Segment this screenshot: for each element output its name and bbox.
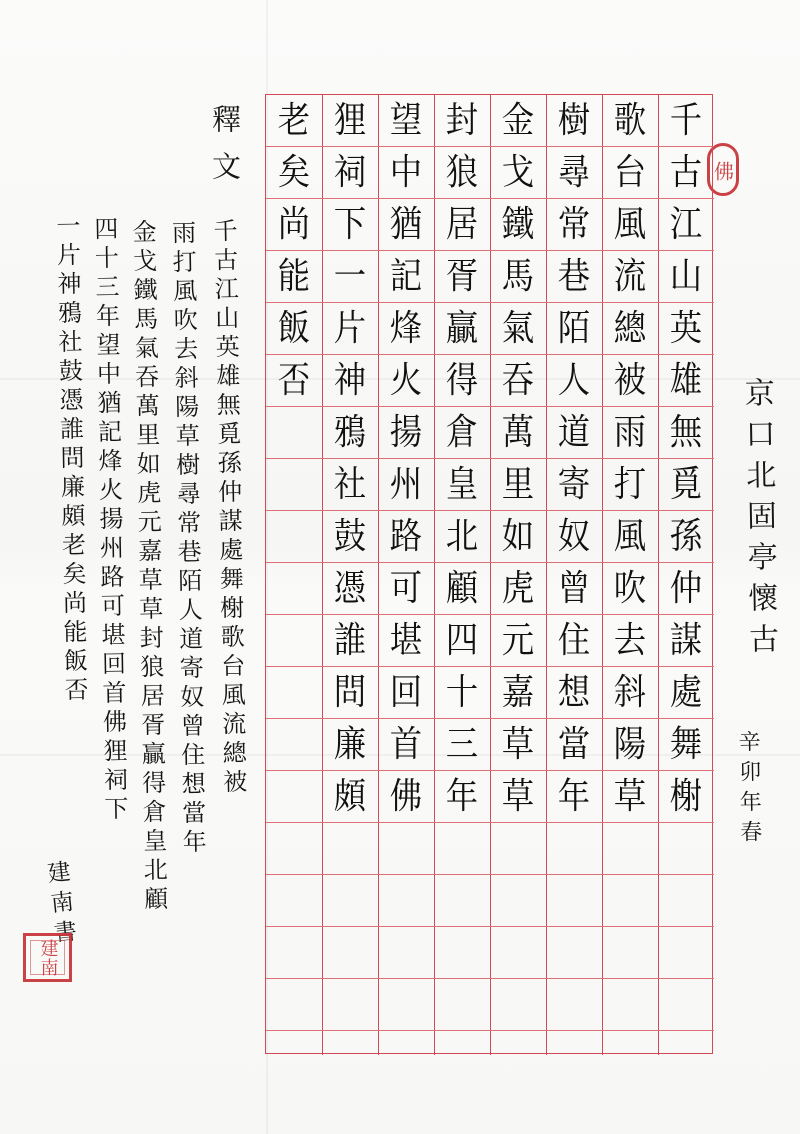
grid-cell: [322, 979, 378, 1031]
seal-script-character: 草: [501, 724, 535, 765]
seal-script-character: 金: [501, 100, 535, 141]
grid-cell: [266, 771, 322, 823]
seal-script-character: 十: [445, 672, 479, 713]
seal-script-character: 北: [445, 516, 479, 557]
seal-script-character: 居: [445, 204, 479, 245]
red-seal-left: [23, 933, 72, 982]
grid-cell: [266, 927, 322, 979]
seal-script-character: 虎: [501, 568, 535, 609]
seal-script-character: 堪: [389, 620, 423, 661]
seal-script-character: 可: [389, 568, 423, 609]
seal-script-character: 狼: [445, 152, 479, 193]
seal-script-character: 憑: [333, 568, 367, 609]
seal-script-grid: [265, 94, 713, 1054]
main-text-column: [490, 95, 546, 1055]
main-text-column: [658, 95, 714, 1055]
grid-cell: [266, 615, 322, 667]
seal-script-character: 年: [445, 776, 479, 817]
translation-column: 雨打風吹去斜陽草樹尋常巷陌人道寄奴曾住想當年: [167, 219, 207, 859]
seal-script-character: 尋: [557, 152, 591, 193]
seal-script-character: 記: [389, 256, 423, 297]
seal-script-character: 江: [669, 204, 703, 245]
seal-script-character: 馬: [501, 256, 535, 297]
grid-cell: [266, 407, 322, 459]
grid-cell: [266, 459, 322, 511]
seal-script-character: 片: [333, 308, 367, 349]
grid-cell: [434, 823, 490, 875]
seal-script-character: 草: [501, 776, 535, 817]
red-seal-right-lettering: 佛: [710, 160, 735, 179]
seal-script-character: 猶: [389, 204, 423, 245]
seal-script-character: 謀: [669, 620, 703, 661]
seal-script-character: 下: [333, 204, 367, 245]
seal-script-character: 住: [557, 620, 591, 661]
seal-script-character: 總: [613, 308, 647, 349]
seal-script-character: 路: [389, 516, 423, 557]
translation-column: 四十三年望中猶記烽火揚州路可堪回首佛狸祠下: [89, 215, 129, 826]
seal-script-character: 曾: [557, 568, 591, 609]
grid-cell: [602, 875, 658, 927]
grid-cell: [434, 875, 490, 927]
seal-script-character: 神: [333, 360, 367, 401]
seal-script-character: 揚: [389, 412, 423, 453]
seal-script-character: 榭: [669, 776, 703, 817]
seal-script-character: 台: [613, 152, 647, 193]
seal-script-character: 吹: [613, 568, 647, 609]
grid-cell: [658, 823, 714, 875]
translation-column: 金戈鐵馬氣吞萬里如虎元嘉草草封狼居胥贏得倉皇北顧: [127, 218, 169, 916]
seal-script-character: 老: [277, 100, 311, 141]
grid-cell: [602, 979, 658, 1031]
date-inscription: 辛卯年春: [734, 729, 763, 851]
grid-cell: [378, 875, 434, 927]
seal-script-character: 矣: [277, 152, 311, 193]
seal-script-character: 想: [557, 672, 591, 713]
seal-script-character: 倉: [445, 412, 479, 453]
seal-script-character: 尚: [277, 204, 311, 245]
seal-script-character: 覓: [669, 464, 703, 505]
grid-cell: [546, 927, 602, 979]
artist-signature: 建南書: [42, 858, 78, 952]
seal-script-character: 奴: [557, 516, 591, 557]
seal-script-character: 狸: [333, 100, 367, 141]
grid-cell: [602, 823, 658, 875]
seal-script-character: 火: [389, 360, 423, 401]
grid-cell: [378, 927, 434, 979]
seal-script-character: 處: [669, 672, 703, 713]
seal-script-character: 萬: [501, 412, 535, 453]
poem-title: 京口北固亭懷古: [738, 376, 779, 665]
seal-script-character: 誰: [333, 620, 367, 661]
main-text-column: [434, 95, 490, 1055]
seal-script-character: 飯: [277, 308, 311, 349]
seal-script-character: 氣: [501, 308, 535, 349]
seal-script-character: 吞: [501, 360, 535, 401]
seal-script-character: 鴉: [333, 412, 367, 453]
seal-script-character: 巷: [557, 256, 591, 297]
seal-script-character: 鐵: [501, 204, 535, 245]
seal-script-character: 里: [501, 464, 535, 505]
seal-script-character: 頗: [333, 776, 367, 817]
seal-script-character: 英: [669, 308, 703, 349]
seal-script-character: 中: [389, 152, 423, 193]
main-text-column: [546, 95, 602, 1055]
seal-script-character: 皇: [445, 464, 479, 505]
seal-script-character: 斜: [613, 672, 647, 713]
seal-script-character: 年: [557, 776, 591, 817]
grid-cell: [322, 875, 378, 927]
grid-cell: [266, 511, 322, 563]
seal-script-character: 山: [669, 256, 703, 297]
grid-cell: [434, 927, 490, 979]
seal-script-character: 一: [333, 256, 367, 297]
seal-script-character: 鼓: [333, 516, 367, 557]
red-seal-left-lettering: 建南: [37, 938, 59, 977]
grid-cell: [490, 979, 546, 1031]
seal-script-character: 舞: [669, 724, 703, 765]
seal-script-character: 古: [669, 152, 703, 193]
seal-script-character: 烽: [389, 308, 423, 349]
grid-cell: [658, 979, 714, 1031]
seal-script-character: 三: [445, 724, 479, 765]
seal-script-character: 無: [669, 412, 703, 453]
seal-script-character: 打: [613, 464, 647, 505]
seal-script-character: 問: [333, 672, 367, 713]
seal-script-character: 雄: [669, 360, 703, 401]
grid-cell: [490, 875, 546, 927]
seal-script-character: 得: [445, 360, 479, 401]
seal-script-character: 能: [277, 256, 311, 297]
seal-script-character: 風: [613, 516, 647, 557]
grid-cell: [378, 823, 434, 875]
translation-heading: 釋文: [208, 104, 242, 198]
seal-script-character: 戈: [501, 152, 535, 193]
seal-script-character: 回: [389, 672, 423, 713]
seal-script-character: 如: [501, 516, 535, 557]
grid-cell: [658, 875, 714, 927]
seal-script-character: 州: [389, 464, 423, 505]
grid-cell: [434, 979, 490, 1031]
grid-cell: [266, 563, 322, 615]
seal-script-character: 被: [613, 360, 647, 401]
seal-script-character: 嘉: [501, 672, 535, 713]
seal-script-character: 人: [557, 360, 591, 401]
seal-script-character: 寄: [557, 464, 591, 505]
seal-script-character: 雨: [613, 412, 647, 453]
grid-cell: [266, 875, 322, 927]
main-text-column: [322, 95, 378, 1055]
seal-script-character: 千: [669, 100, 703, 141]
grid-cell: [546, 823, 602, 875]
grid-cell: [490, 823, 546, 875]
grid-cell: [266, 979, 322, 1031]
seal-script-character: 四: [445, 620, 479, 661]
seal-script-character: 贏: [445, 308, 479, 349]
grid-cell: [322, 823, 378, 875]
translation-column: 一片神鴉社鼓憑誰問廉頗老矣尚能飯否: [51, 212, 89, 707]
seal-script-character: 草: [613, 776, 647, 817]
seal-script-character: 胥: [445, 256, 479, 297]
seal-script-character: 當: [557, 724, 591, 765]
grid-cell: [546, 979, 602, 1031]
seal-script-character: 常: [557, 204, 591, 245]
seal-script-character: 流: [613, 256, 647, 297]
main-text-column: [602, 95, 658, 1055]
grid-cell: [266, 823, 322, 875]
translation-column: 千古江山英雄無覓孫仲謀處舞榭歌台風流總被: [208, 217, 248, 799]
seal-script-character: 去: [613, 620, 647, 661]
grid-cell: [658, 927, 714, 979]
seal-script-character: 陌: [557, 308, 591, 349]
grid-cell: [266, 667, 322, 719]
seal-script-character: 樹: [557, 100, 591, 141]
main-text-column: [378, 95, 434, 1055]
grid-cell: [266, 719, 322, 771]
grid-cell: [490, 927, 546, 979]
seal-script-character: 祠: [333, 152, 367, 193]
seal-script-character: 否: [277, 360, 311, 401]
grid-cell: [322, 927, 378, 979]
grid-cell: [546, 875, 602, 927]
seal-script-character: 仲: [669, 568, 703, 609]
seal-script-character: 封: [445, 100, 479, 141]
seal-script-character: 道: [557, 412, 591, 453]
seal-script-character: 首: [389, 724, 423, 765]
seal-script-character: 歌: [613, 100, 647, 141]
seal-script-character: 顧: [445, 568, 479, 609]
grid-cell: [602, 927, 658, 979]
seal-script-character: 孫: [669, 516, 703, 557]
seal-script-character: 陽: [613, 724, 647, 765]
seal-script-character: 佛: [389, 776, 423, 817]
seal-script-character: 風: [613, 204, 647, 245]
main-text-column: [266, 95, 322, 1055]
grid-cell: [378, 979, 434, 1031]
seal-script-character: 社: [333, 464, 367, 505]
seal-script-character: 廉: [333, 724, 367, 765]
seal-script-character: 元: [501, 620, 535, 661]
seal-script-character: 望: [389, 100, 423, 141]
